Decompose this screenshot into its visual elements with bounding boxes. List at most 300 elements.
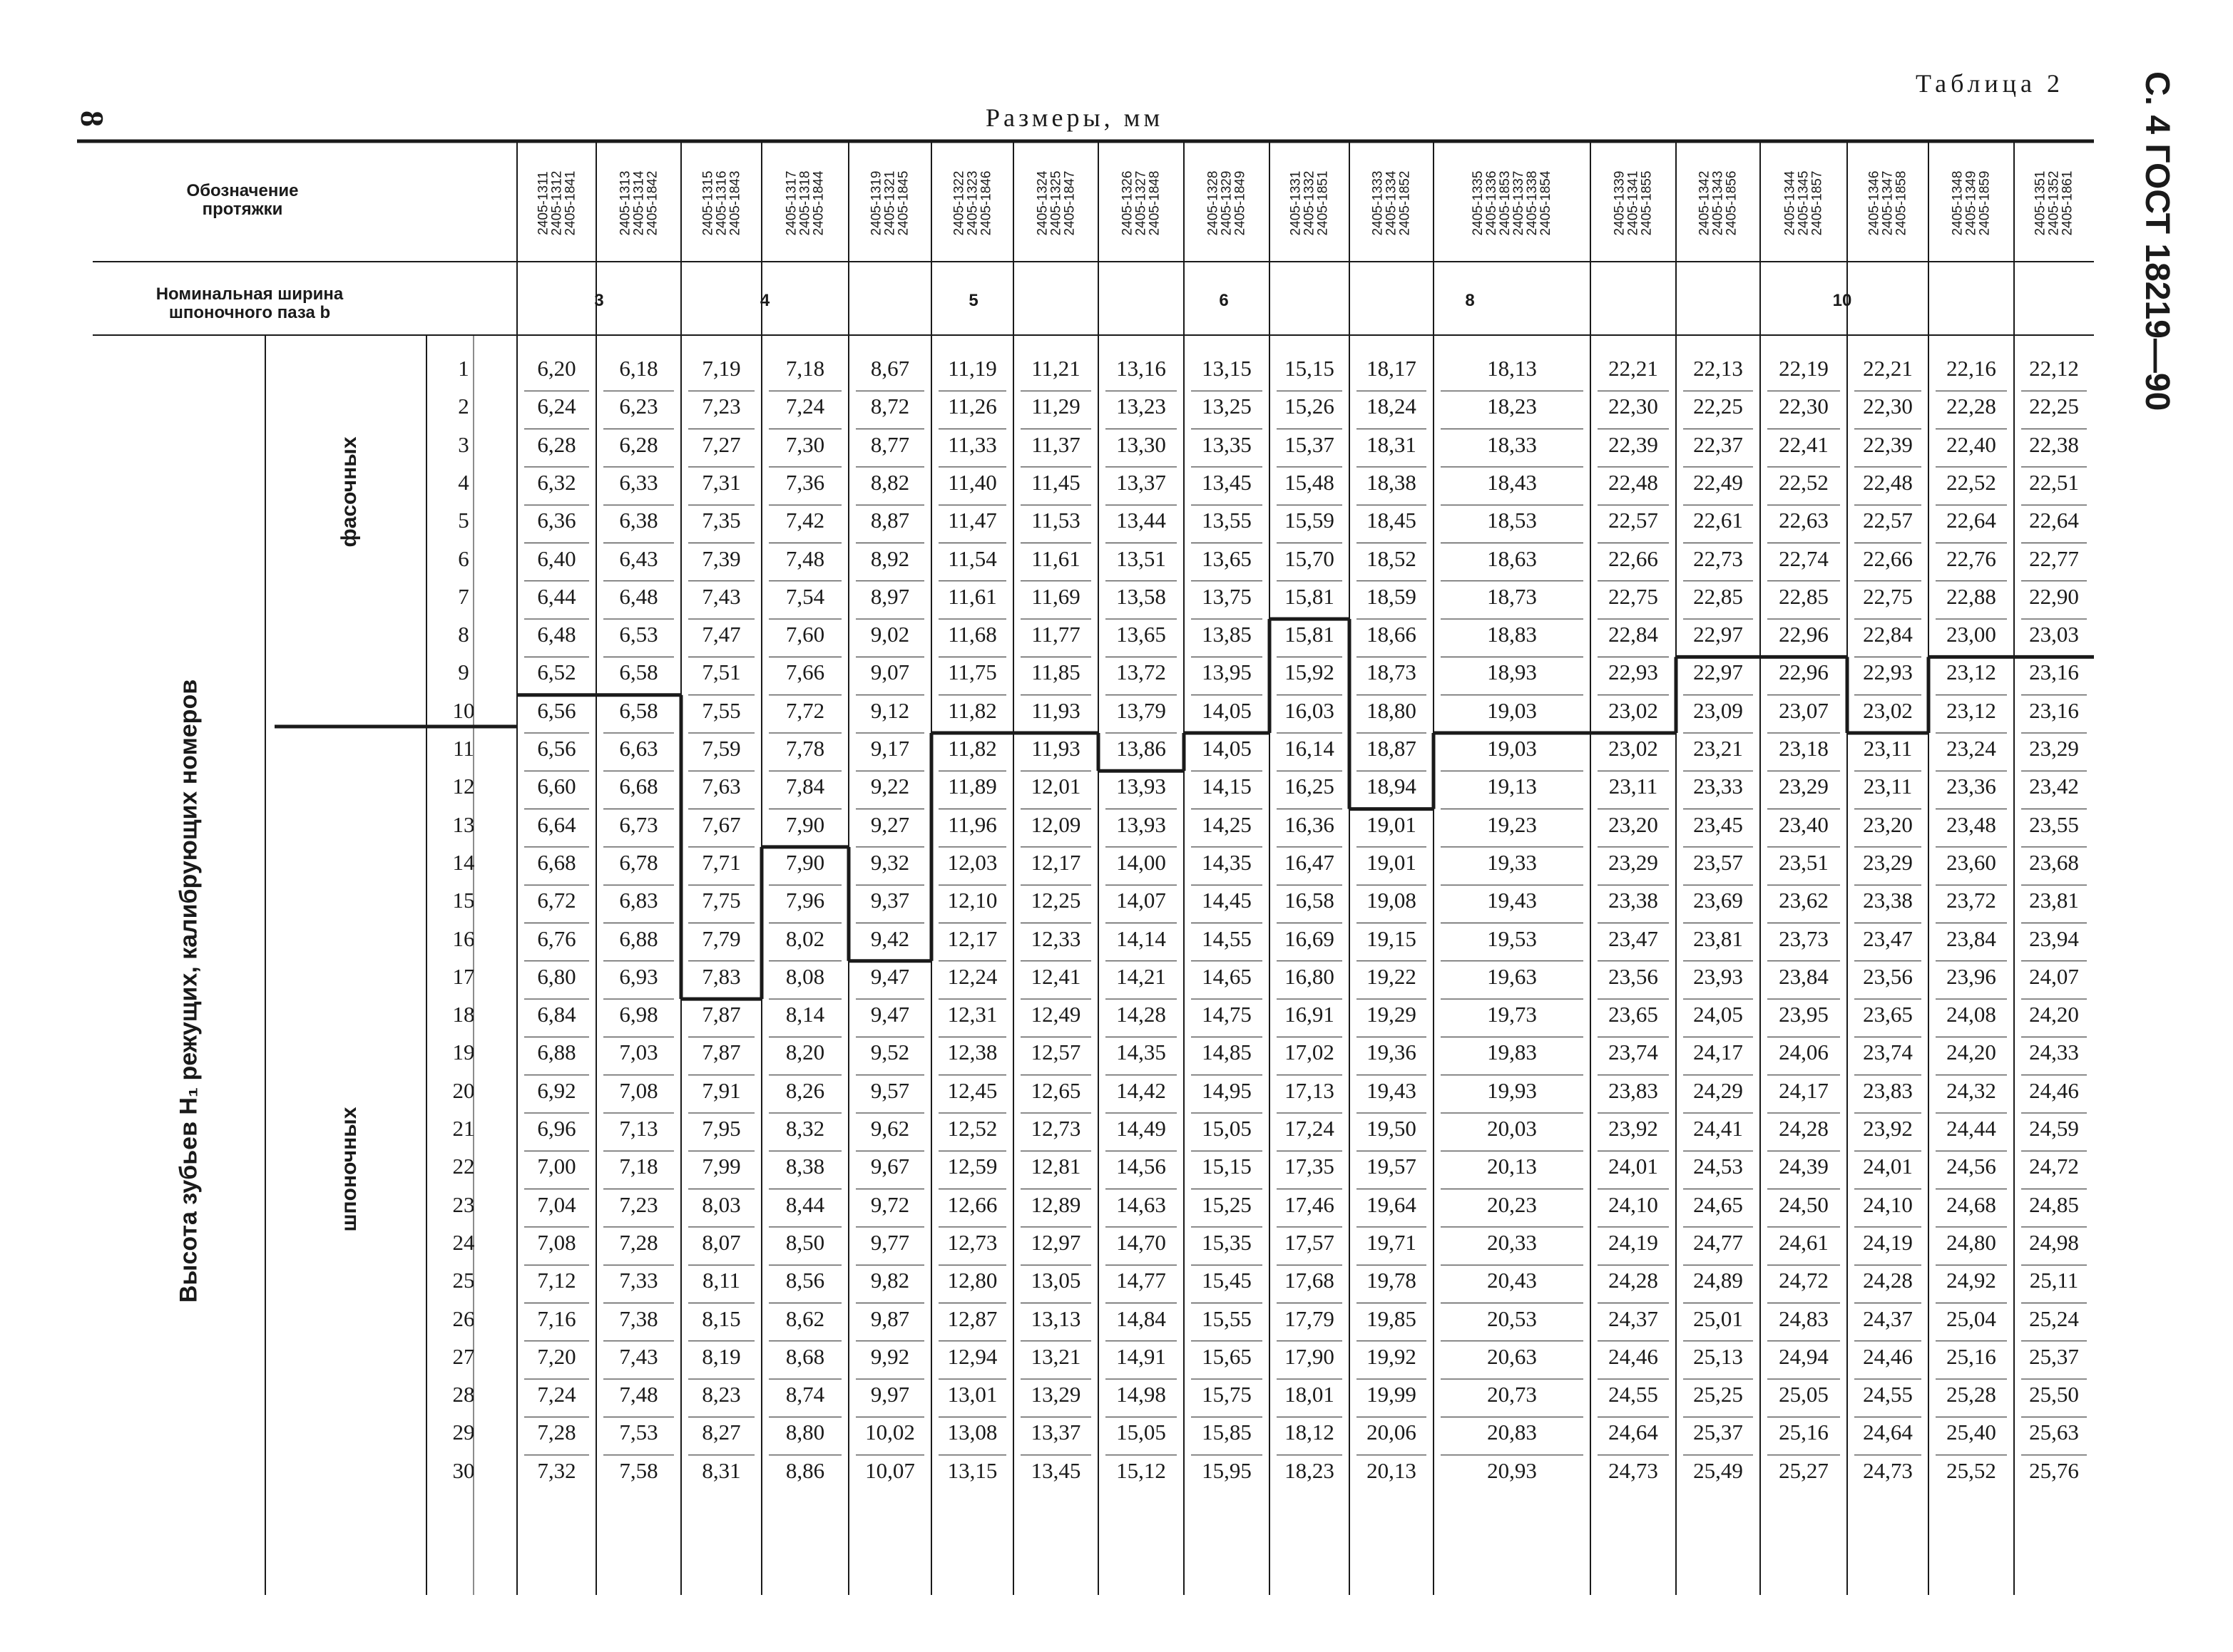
designation-code bbox=[1269, 153, 1349, 253]
row-number: 17 bbox=[452, 963, 475, 989]
table-cell: 7,30 bbox=[785, 431, 825, 457]
table-cell: 23,81 bbox=[2029, 888, 2079, 913]
table-cell: 24,10 bbox=[1863, 1191, 1913, 1217]
table-cell: 16,91 bbox=[1284, 1002, 1334, 1027]
table-cell: 6,84 bbox=[537, 1002, 576, 1027]
table-cell: 22,49 bbox=[1693, 469, 1743, 495]
designation-code-text: 2405-1348 2405-1349 2405-1859 bbox=[1950, 170, 1993, 236]
table-cell: 17,90 bbox=[1284, 1343, 1334, 1369]
table-cell: 13,05 bbox=[1031, 1268, 1081, 1293]
table-cell: 20,33 bbox=[1487, 1229, 1537, 1255]
table-cell: 23,20 bbox=[1608, 811, 1658, 837]
table-cell: 13,21 bbox=[1031, 1343, 1081, 1369]
table-cell: 20,23 bbox=[1487, 1191, 1537, 1217]
table-cell: 23,24 bbox=[1946, 736, 1996, 761]
table-cell: 25,27 bbox=[1779, 1457, 1829, 1483]
table-cell: 24,06 bbox=[1779, 1040, 1829, 1065]
table-cell: 8,03 bbox=[702, 1191, 741, 1217]
table-cell: 14,49 bbox=[1116, 1116, 1166, 1141]
table-cell: 22,93 bbox=[1863, 660, 1913, 685]
table-cell: 12,59 bbox=[947, 1154, 998, 1179]
table-cell: 7,23 bbox=[619, 1191, 658, 1217]
table-cell: 22,57 bbox=[1608, 508, 1658, 533]
table-cell: 7,95 bbox=[702, 1116, 741, 1141]
table-cell: 23,81 bbox=[1693, 925, 1743, 951]
table-cell: 6,78 bbox=[619, 849, 658, 875]
table-cell: 18,94 bbox=[1366, 774, 1416, 799]
table-cell: 9,72 bbox=[870, 1191, 910, 1217]
table-cell: 24,72 bbox=[2029, 1154, 2079, 1179]
table-cell: 24,56 bbox=[1946, 1154, 1996, 1179]
table-cell: 14,00 bbox=[1116, 849, 1166, 875]
table-cell: 15,81 bbox=[1284, 622, 1334, 647]
table-cell: 14,15 bbox=[1202, 774, 1252, 799]
table-cell: 8,80 bbox=[785, 1420, 825, 1445]
table-cell: 24,05 bbox=[1693, 1002, 1743, 1027]
table-cell: 23,38 bbox=[1608, 888, 1658, 913]
table-cell: 6,48 bbox=[537, 622, 576, 647]
table-cell: 23,11 bbox=[1863, 736, 1913, 761]
table-cell: 22,75 bbox=[1863, 583, 1913, 609]
table-cell: 25,63 bbox=[2029, 1420, 2079, 1445]
table-cell: 7,84 bbox=[785, 774, 825, 799]
table-cell: 23,12 bbox=[1946, 660, 1996, 685]
row-number: 8 bbox=[458, 622, 469, 647]
table-cell: 24,28 bbox=[1608, 1268, 1658, 1293]
table-cell: 7,03 bbox=[619, 1040, 658, 1065]
table-cell: 16,80 bbox=[1284, 963, 1334, 989]
table-cell: 24,28 bbox=[1779, 1116, 1829, 1141]
row-number: 3 bbox=[458, 431, 469, 457]
row-number: 29 bbox=[452, 1420, 475, 1445]
table-cell: 22,51 bbox=[2029, 469, 2079, 495]
table-cell: 12,65 bbox=[1031, 1077, 1081, 1103]
table-cell: 6,83 bbox=[619, 888, 658, 913]
table-cell: 14,25 bbox=[1202, 811, 1252, 837]
table-cell: 24,83 bbox=[1779, 1305, 1829, 1331]
table-cell: 18,45 bbox=[1366, 508, 1416, 533]
designation-code-text: 2405-1324 2405-1325 2405-1847 bbox=[1035, 170, 1077, 236]
table-cell: 7,55 bbox=[702, 697, 741, 723]
table-cell: 15,37 bbox=[1284, 431, 1334, 457]
table-cell: 6,24 bbox=[537, 394, 576, 419]
table-cell: 6,23 bbox=[619, 394, 658, 419]
table-cell: 14,70 bbox=[1116, 1229, 1166, 1255]
table-cell: 9,42 bbox=[870, 925, 910, 951]
table-cell: 24,46 bbox=[1863, 1343, 1913, 1369]
table-cell: 22,84 bbox=[1608, 622, 1658, 647]
table-cell: 6,68 bbox=[537, 849, 576, 875]
table-cell: 14,98 bbox=[1116, 1382, 1166, 1407]
table-cell: 25,11 bbox=[2029, 1268, 2079, 1293]
table-cell: 6,44 bbox=[537, 583, 576, 609]
table-cell: 7,18 bbox=[619, 1154, 658, 1179]
table-cell: 12,25 bbox=[1031, 888, 1081, 913]
table-cell: 19,63 bbox=[1487, 963, 1537, 989]
table-cell: 13,08 bbox=[947, 1420, 998, 1445]
table-cell: 13,85 bbox=[1202, 622, 1252, 647]
table-cell: 24,73 bbox=[1863, 1457, 1913, 1483]
table-cell: 14,42 bbox=[1116, 1077, 1166, 1103]
table-cell: 13,65 bbox=[1202, 545, 1252, 571]
designation-code bbox=[1349, 153, 1434, 253]
row-number: 25 bbox=[452, 1268, 475, 1293]
table-cell: 13,45 bbox=[1031, 1457, 1081, 1483]
table-cell: 14,05 bbox=[1202, 736, 1252, 761]
table-cell: 6,18 bbox=[619, 356, 658, 381]
table-cell: 14,35 bbox=[1202, 849, 1252, 875]
table-cell: 11,53 bbox=[1031, 508, 1080, 533]
table-cell: 18,66 bbox=[1366, 622, 1416, 647]
table-cell: 14,28 bbox=[1116, 1002, 1166, 1027]
table-cell: 11,26 bbox=[948, 394, 997, 419]
table-cell: 23,92 bbox=[1608, 1116, 1658, 1141]
table-cell: 7,47 bbox=[702, 622, 741, 647]
table-cell: 12,81 bbox=[1031, 1154, 1081, 1179]
table-cell: 12,24 bbox=[947, 963, 998, 989]
table-cell: 22,48 bbox=[1863, 469, 1913, 495]
table-cell: 6,32 bbox=[537, 469, 576, 495]
table-cell: 8,74 bbox=[785, 1382, 825, 1407]
table-cell: 17,02 bbox=[1284, 1040, 1334, 1065]
table-cell: 22,57 bbox=[1863, 508, 1913, 533]
table-cell: 24,41 bbox=[1693, 1116, 1743, 1141]
table-cell: 7,53 bbox=[619, 1420, 658, 1445]
table-cell: 24,07 bbox=[2029, 963, 2079, 989]
table-cell: 9,82 bbox=[870, 1268, 910, 1293]
row-number: 23 bbox=[452, 1191, 475, 1217]
table-cell: 23,47 bbox=[1863, 925, 1913, 951]
table-cell: 7,12 bbox=[537, 1268, 576, 1293]
table-cell: 12,03 bbox=[947, 849, 998, 875]
table-cell: 7,63 bbox=[702, 774, 741, 799]
table-cell: 15,15 bbox=[1202, 1154, 1252, 1179]
table-cell: 24,55 bbox=[1608, 1382, 1658, 1407]
table-cell: 15,48 bbox=[1284, 469, 1334, 495]
designation-code bbox=[1013, 153, 1098, 253]
table-cell: 23,40 bbox=[1779, 811, 1829, 837]
table-cell: 15,05 bbox=[1116, 1420, 1166, 1445]
table-cell: 19,83 bbox=[1487, 1040, 1537, 1065]
table-cell: 8,68 bbox=[785, 1343, 825, 1369]
row-number: 18 bbox=[452, 1002, 475, 1027]
table-cell: 22,40 bbox=[1946, 431, 1996, 457]
table-cell: 24,50 bbox=[1779, 1191, 1829, 1217]
designation-code-text: 2405-1328 2405-1329 2405-1849 bbox=[1205, 170, 1248, 236]
table-cell: 23,11 bbox=[1863, 774, 1913, 799]
table-cell: 6,93 bbox=[619, 963, 658, 989]
table-cell: 7,35 bbox=[702, 508, 741, 533]
designation-code bbox=[517, 153, 596, 253]
table-cell: 8,32 bbox=[785, 1116, 825, 1141]
table-cell: 14,85 bbox=[1202, 1040, 1252, 1065]
row-number: 4 bbox=[458, 469, 469, 495]
table-cell: 6,43 bbox=[619, 545, 658, 571]
table-cell: 13,25 bbox=[1202, 394, 1252, 419]
table-cell: 9,77 bbox=[870, 1229, 910, 1255]
table-cell: 22,64 bbox=[1946, 508, 1996, 533]
row-number: 19 bbox=[452, 1040, 475, 1065]
table-cell: 11,37 bbox=[1031, 431, 1080, 457]
table-cell: 10,02 bbox=[865, 1420, 915, 1445]
table-cell: 23,74 bbox=[1863, 1040, 1913, 1065]
table-cell: 12,01 bbox=[1031, 774, 1081, 799]
table-cell: 13,29 bbox=[1031, 1382, 1081, 1407]
table-cell: 24,53 bbox=[1693, 1154, 1743, 1179]
designation-code bbox=[762, 153, 849, 253]
table-cell: 11,33 bbox=[948, 431, 997, 457]
table-cell: 25,13 bbox=[1693, 1343, 1743, 1369]
nominal-width-value: 5 bbox=[969, 291, 978, 310]
table-cell: 9,07 bbox=[870, 660, 910, 685]
table-cell: 6,56 bbox=[537, 697, 576, 723]
table-cell: 17,35 bbox=[1284, 1154, 1334, 1179]
table-cell: 18,52 bbox=[1366, 545, 1416, 571]
table-cell: 11,21 bbox=[1031, 356, 1080, 381]
table-cell: 23,73 bbox=[1779, 925, 1829, 951]
table-cell: 22,97 bbox=[1693, 660, 1743, 685]
table-cell: 7,39 bbox=[702, 545, 741, 571]
table-cell: 24,33 bbox=[2029, 1040, 2079, 1065]
table-cell: 13,72 bbox=[1116, 660, 1166, 685]
table-cell: 12,17 bbox=[1031, 849, 1081, 875]
table-cell: 23,68 bbox=[2029, 849, 2079, 875]
table-cell: 19,43 bbox=[1487, 888, 1537, 913]
row-number: 11 bbox=[453, 736, 474, 761]
table-cell: 12,89 bbox=[1031, 1191, 1081, 1217]
table-cell: 24,85 bbox=[2029, 1191, 2079, 1217]
table-cell: 6,80 bbox=[537, 963, 576, 989]
table-cell: 7,91 bbox=[702, 1077, 741, 1103]
table-cell: 19,85 bbox=[1366, 1305, 1416, 1331]
table-cell: 9,97 bbox=[870, 1382, 910, 1407]
table-cell: 18,73 bbox=[1366, 660, 1416, 685]
table-cell: 7,60 bbox=[785, 622, 825, 647]
table-cell: 23,84 bbox=[1779, 963, 1829, 989]
table-cell: 6,98 bbox=[619, 1002, 658, 1027]
table-cell: 22,88 bbox=[1946, 583, 1996, 609]
table-cell: 17,24 bbox=[1284, 1116, 1334, 1141]
table-cell: 9,62 bbox=[870, 1116, 910, 1141]
table-cell: 19,23 bbox=[1487, 811, 1537, 837]
table-cell: 8,44 bbox=[785, 1191, 825, 1217]
table-cell: 24,80 bbox=[1946, 1229, 1996, 1255]
table-cell: 13,01 bbox=[947, 1382, 998, 1407]
table-cell: 7,28 bbox=[619, 1229, 658, 1255]
table-cell: 13,65 bbox=[1116, 622, 1166, 647]
table-cell: 12,10 bbox=[947, 888, 998, 913]
table-cell: 17,57 bbox=[1284, 1229, 1334, 1255]
table-cell: 7,72 bbox=[785, 697, 825, 723]
table-cell: 18,31 bbox=[1366, 431, 1416, 457]
key-group-label: шпоночных bbox=[337, 1107, 361, 1232]
nominal-width-value: 4 bbox=[760, 291, 770, 310]
table-cell: 19,53 bbox=[1487, 925, 1537, 951]
table-cell: 23,57 bbox=[1693, 849, 1743, 875]
table-cell: 19,01 bbox=[1366, 849, 1416, 875]
table-cell: 13,93 bbox=[1116, 774, 1166, 799]
table-cell: 17,13 bbox=[1284, 1077, 1334, 1103]
table-cell: 24,19 bbox=[1608, 1229, 1658, 1255]
table-cell: 9,37 bbox=[870, 888, 910, 913]
table-cell: 16,58 bbox=[1284, 888, 1334, 913]
table-cell: 12,49 bbox=[1031, 1002, 1081, 1027]
table-cell: 23,60 bbox=[1946, 849, 1996, 875]
table-cell: 24,44 bbox=[1946, 1116, 1996, 1141]
table-cell: 13,95 bbox=[1202, 660, 1252, 685]
table-cell: 24,98 bbox=[2029, 1229, 2079, 1255]
table-cell: 8,86 bbox=[785, 1457, 825, 1483]
table-cell: 8,92 bbox=[870, 545, 910, 571]
table-cell: 19,78 bbox=[1366, 1268, 1416, 1293]
table-cell: 24,61 bbox=[1779, 1229, 1829, 1255]
page-number: 8 bbox=[74, 111, 111, 127]
row-number: 30 bbox=[452, 1457, 475, 1483]
table-cell: 6,72 bbox=[537, 888, 576, 913]
table-cell: 9,87 bbox=[870, 1305, 910, 1331]
table-cell: 23,74 bbox=[1608, 1040, 1658, 1065]
table-cell: 18,73 bbox=[1487, 583, 1537, 609]
table-cell: 7,43 bbox=[702, 583, 741, 609]
table-cell: 12,41 bbox=[1031, 963, 1081, 989]
row-number: 22 bbox=[452, 1154, 475, 1179]
table-cell: 23,72 bbox=[1946, 888, 1996, 913]
table-cell: 18,24 bbox=[1366, 394, 1416, 419]
table-cell: 7,58 bbox=[619, 1457, 658, 1483]
table-cell: 15,25 bbox=[1202, 1191, 1252, 1217]
row-number: 12 bbox=[452, 774, 475, 799]
table-cell: 7,78 bbox=[785, 736, 825, 761]
table-cell: 6,36 bbox=[537, 508, 576, 533]
table-cell: 15,12 bbox=[1116, 1457, 1166, 1483]
table-cell: 25,16 bbox=[1946, 1343, 1996, 1369]
table-cell: 23,65 bbox=[1608, 1002, 1658, 1027]
nominal-width-value: 3 bbox=[594, 291, 604, 310]
table-cell: 11,54 bbox=[948, 545, 997, 571]
table-cell: 22,37 bbox=[1693, 431, 1743, 457]
table-cell: 8,87 bbox=[870, 508, 910, 533]
table-cell: 13,23 bbox=[1116, 394, 1166, 419]
table-cell: 25,76 bbox=[2029, 1457, 2079, 1483]
table-cell: 7,31 bbox=[702, 469, 741, 495]
table-cell: 15,85 bbox=[1202, 1420, 1252, 1445]
table-cell: 22,39 bbox=[1863, 431, 1913, 457]
table-cell: 13,75 bbox=[1202, 583, 1252, 609]
table-cell: 8,08 bbox=[785, 963, 825, 989]
row-number: 15 bbox=[452, 888, 475, 913]
table-cell: 24,17 bbox=[1693, 1040, 1743, 1065]
table-cell: 18,63 bbox=[1487, 545, 1537, 571]
table-cell: 17,46 bbox=[1284, 1191, 1334, 1217]
table-cell: 12,73 bbox=[1031, 1116, 1081, 1141]
table-cell: 6,88 bbox=[619, 925, 658, 951]
designation-code bbox=[1590, 153, 1676, 253]
designation-code bbox=[1847, 153, 1928, 253]
table-cell: 24,10 bbox=[1608, 1191, 1658, 1217]
table-cell: 7,48 bbox=[619, 1382, 658, 1407]
designation-code-text: 2405-1317 2405-1318 2405-1844 bbox=[784, 170, 827, 236]
table-cell: 22,64 bbox=[2029, 508, 2079, 533]
table-cell: 8,67 bbox=[870, 356, 910, 381]
designation-code-text: 2405-1311 2405-1312 2405-1841 bbox=[536, 170, 578, 236]
designation-code-text: 2405-1351 2405-1352 2405-1861 bbox=[2033, 170, 2075, 236]
table-cell: 23,84 bbox=[1946, 925, 1996, 951]
table-cell: 11,19 bbox=[948, 356, 997, 381]
table-cell: 23,42 bbox=[2029, 774, 2079, 799]
row-number: 16 bbox=[452, 925, 475, 951]
table-cell: 15,75 bbox=[1202, 1382, 1252, 1407]
table-cell: 24,01 bbox=[1608, 1154, 1658, 1179]
table-cell: 6,64 bbox=[537, 811, 576, 837]
table-cell: 19,08 bbox=[1366, 888, 1416, 913]
table-cell: 6,48 bbox=[619, 583, 658, 609]
table-cell: 6,38 bbox=[619, 508, 658, 533]
table-cell: 22,66 bbox=[1863, 545, 1913, 571]
table-cell: 23,03 bbox=[2029, 622, 2079, 647]
table-cell: 11,75 bbox=[948, 660, 997, 685]
table-cell: 14,75 bbox=[1202, 1002, 1252, 1027]
table-cell: 20,13 bbox=[1487, 1154, 1537, 1179]
table-cell: 23,96 bbox=[1946, 963, 1996, 989]
table-cell: 11,93 bbox=[1031, 697, 1080, 723]
table-cell: 20,63 bbox=[1487, 1343, 1537, 1369]
table-cell: 15,81 bbox=[1284, 583, 1334, 609]
table-cell: 22,84 bbox=[1863, 622, 1913, 647]
table-cell: 8,82 bbox=[870, 469, 910, 495]
table-cell: 11,89 bbox=[948, 774, 997, 799]
table-cell: 24,37 bbox=[1863, 1305, 1913, 1331]
width-label: Номинальная ширина шпоночного паза b bbox=[155, 284, 344, 322]
table-cell: 17,68 bbox=[1284, 1268, 1334, 1293]
designation-code bbox=[1098, 153, 1184, 253]
table-cell: 19,36 bbox=[1366, 1040, 1416, 1065]
table-cell: 20,06 bbox=[1366, 1420, 1416, 1445]
table-cell: 24,72 bbox=[1779, 1268, 1829, 1293]
table-cell: 15,45 bbox=[1202, 1268, 1252, 1293]
table-cell: 7,54 bbox=[785, 583, 825, 609]
table-cell: 22,48 bbox=[1608, 469, 1658, 495]
table-cell: 23,93 bbox=[1693, 963, 1743, 989]
table-cell: 22,77 bbox=[2029, 545, 2079, 571]
table-cell: 23,29 bbox=[1863, 849, 1913, 875]
designation-code bbox=[1434, 153, 1590, 253]
table-cell: 23,16 bbox=[2029, 660, 2079, 685]
table-cell: 8,20 bbox=[785, 1040, 825, 1065]
table-cell: 13,13 bbox=[1031, 1305, 1081, 1331]
table-cell: 16,14 bbox=[1284, 736, 1334, 761]
table-cell: 15,35 bbox=[1202, 1229, 1252, 1255]
table-cell: 7,27 bbox=[702, 431, 741, 457]
table-cell: 23,21 bbox=[1693, 736, 1743, 761]
row-number: 7 bbox=[458, 583, 469, 609]
table-cell: 7,00 bbox=[537, 1154, 576, 1179]
row-number: 26 bbox=[452, 1305, 475, 1331]
table-cell: 13,16 bbox=[1116, 356, 1166, 381]
table-cell: 8,02 bbox=[785, 925, 825, 951]
table-cell: 23,00 bbox=[1946, 622, 1996, 647]
table-cell: 7,33 bbox=[619, 1268, 658, 1293]
table-cell: 7,59 bbox=[702, 736, 741, 761]
table-cell: 22,13 bbox=[1693, 356, 1743, 381]
table-cell: 18,93 bbox=[1487, 660, 1537, 685]
table-cell: 12,57 bbox=[1031, 1040, 1081, 1065]
table-cell: 7,90 bbox=[785, 849, 825, 875]
table-cell: 8,62 bbox=[785, 1305, 825, 1331]
table-cell: 9,17 bbox=[870, 736, 910, 761]
table-cell: 23,16 bbox=[2029, 697, 2079, 723]
table-cell: 24,65 bbox=[1693, 1191, 1743, 1217]
designation-code bbox=[1928, 153, 2014, 253]
